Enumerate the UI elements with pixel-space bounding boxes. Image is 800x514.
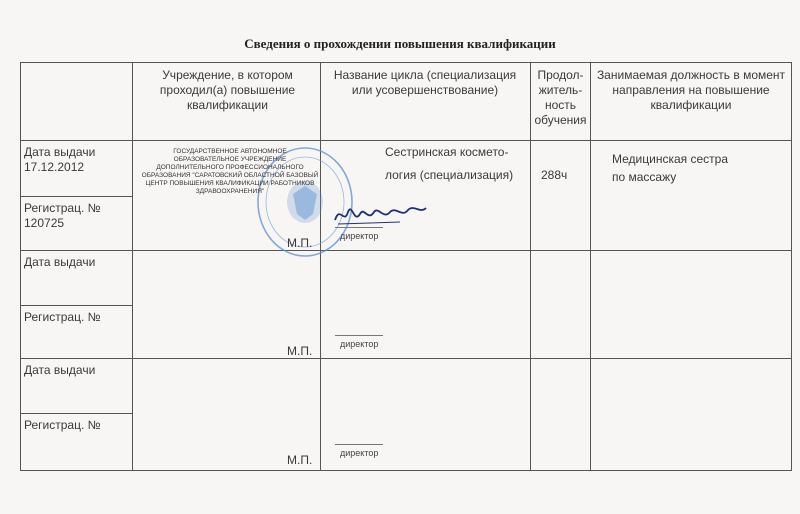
- table-border-left: [20, 62, 21, 470]
- header-institution: Учреждение, в котором проходил(а) повышение квалификации: [159, 68, 296, 112]
- row-divider: [20, 305, 132, 306]
- issue-date-label: Дата выдачи: [24, 363, 96, 377]
- director-label: директор: [340, 339, 379, 349]
- mp-label: М.П.: [287, 236, 313, 250]
- header-cycle: Название цикла (специализация или усовершенствование): [333, 68, 517, 97]
- mp-label: М.П.: [287, 344, 313, 358]
- reg-no-label: Регистрац. №: [24, 201, 101, 215]
- director-label: директор: [340, 231, 379, 241]
- director-label: директор: [340, 448, 379, 458]
- table-border-bottom: [20, 470, 792, 471]
- position-line-1: Медицинская сестра: [612, 152, 728, 166]
- position-line-2: по массажу: [612, 170, 677, 184]
- reg-no-label: Регистрац. №: [24, 310, 101, 324]
- mp-label: М.П.: [287, 453, 313, 467]
- institution-stamp-text: ГОСУДАРСТВЕННОЕ АВТОНОМНОЕ ОБРАЗОВАТЕЛЬНОЕ УЧРЕЖДЕНИЕ ДОПОЛНИТЕЛЬНОГО ПРОФЕССИОНАЛЬНОГО ОБРАЗОВАНИЯ "САРАТОВСКИЙ ОБЛАСТНОЙ БАЗОВЫЙ ЦЕНТР ПОВЫШЕНИЯ КВАЛИФИКАЦИИ РАБОТНИКОВ ЗДРАВООХРАНЕНИЯ": [141, 148, 319, 195]
- reg-no-label: Регистрац. №: [24, 418, 101, 432]
- header-divider: [20, 140, 792, 141]
- signature: [330, 200, 430, 230]
- column-divider: [132, 62, 133, 470]
- signature-line: [335, 335, 383, 336]
- duration-value: 288ч: [541, 168, 568, 182]
- page-title: Сведения о прохождении повышения квалификации: [244, 36, 556, 51]
- header-position: Занимаемая должность в момент направления на повышение квалификации: [596, 68, 786, 112]
- signature-line: [335, 227, 383, 228]
- cycle-line-1: Сестринская космето-: [385, 145, 509, 159]
- table-border-top: [20, 62, 792, 63]
- issue-date-label: Дата выдачи: [24, 145, 96, 159]
- column-divider: [530, 62, 531, 470]
- header-duration: Продол-жительность обучения: [534, 68, 587, 127]
- row-divider: [20, 250, 792, 251]
- row-divider: [20, 358, 792, 359]
- issue-date-label: Дата выдачи: [24, 255, 96, 269]
- row-divider: [20, 196, 132, 197]
- signature-line: [335, 444, 383, 445]
- issue-date-value: 17.12.2012: [24, 160, 85, 174]
- column-divider: [590, 62, 591, 470]
- column-divider: [320, 62, 321, 470]
- row-divider: [20, 413, 132, 414]
- cycle-line-2: логия (специализация): [385, 168, 514, 182]
- table-border-right: [791, 62, 792, 470]
- reg-no-value: 120725: [24, 216, 65, 230]
